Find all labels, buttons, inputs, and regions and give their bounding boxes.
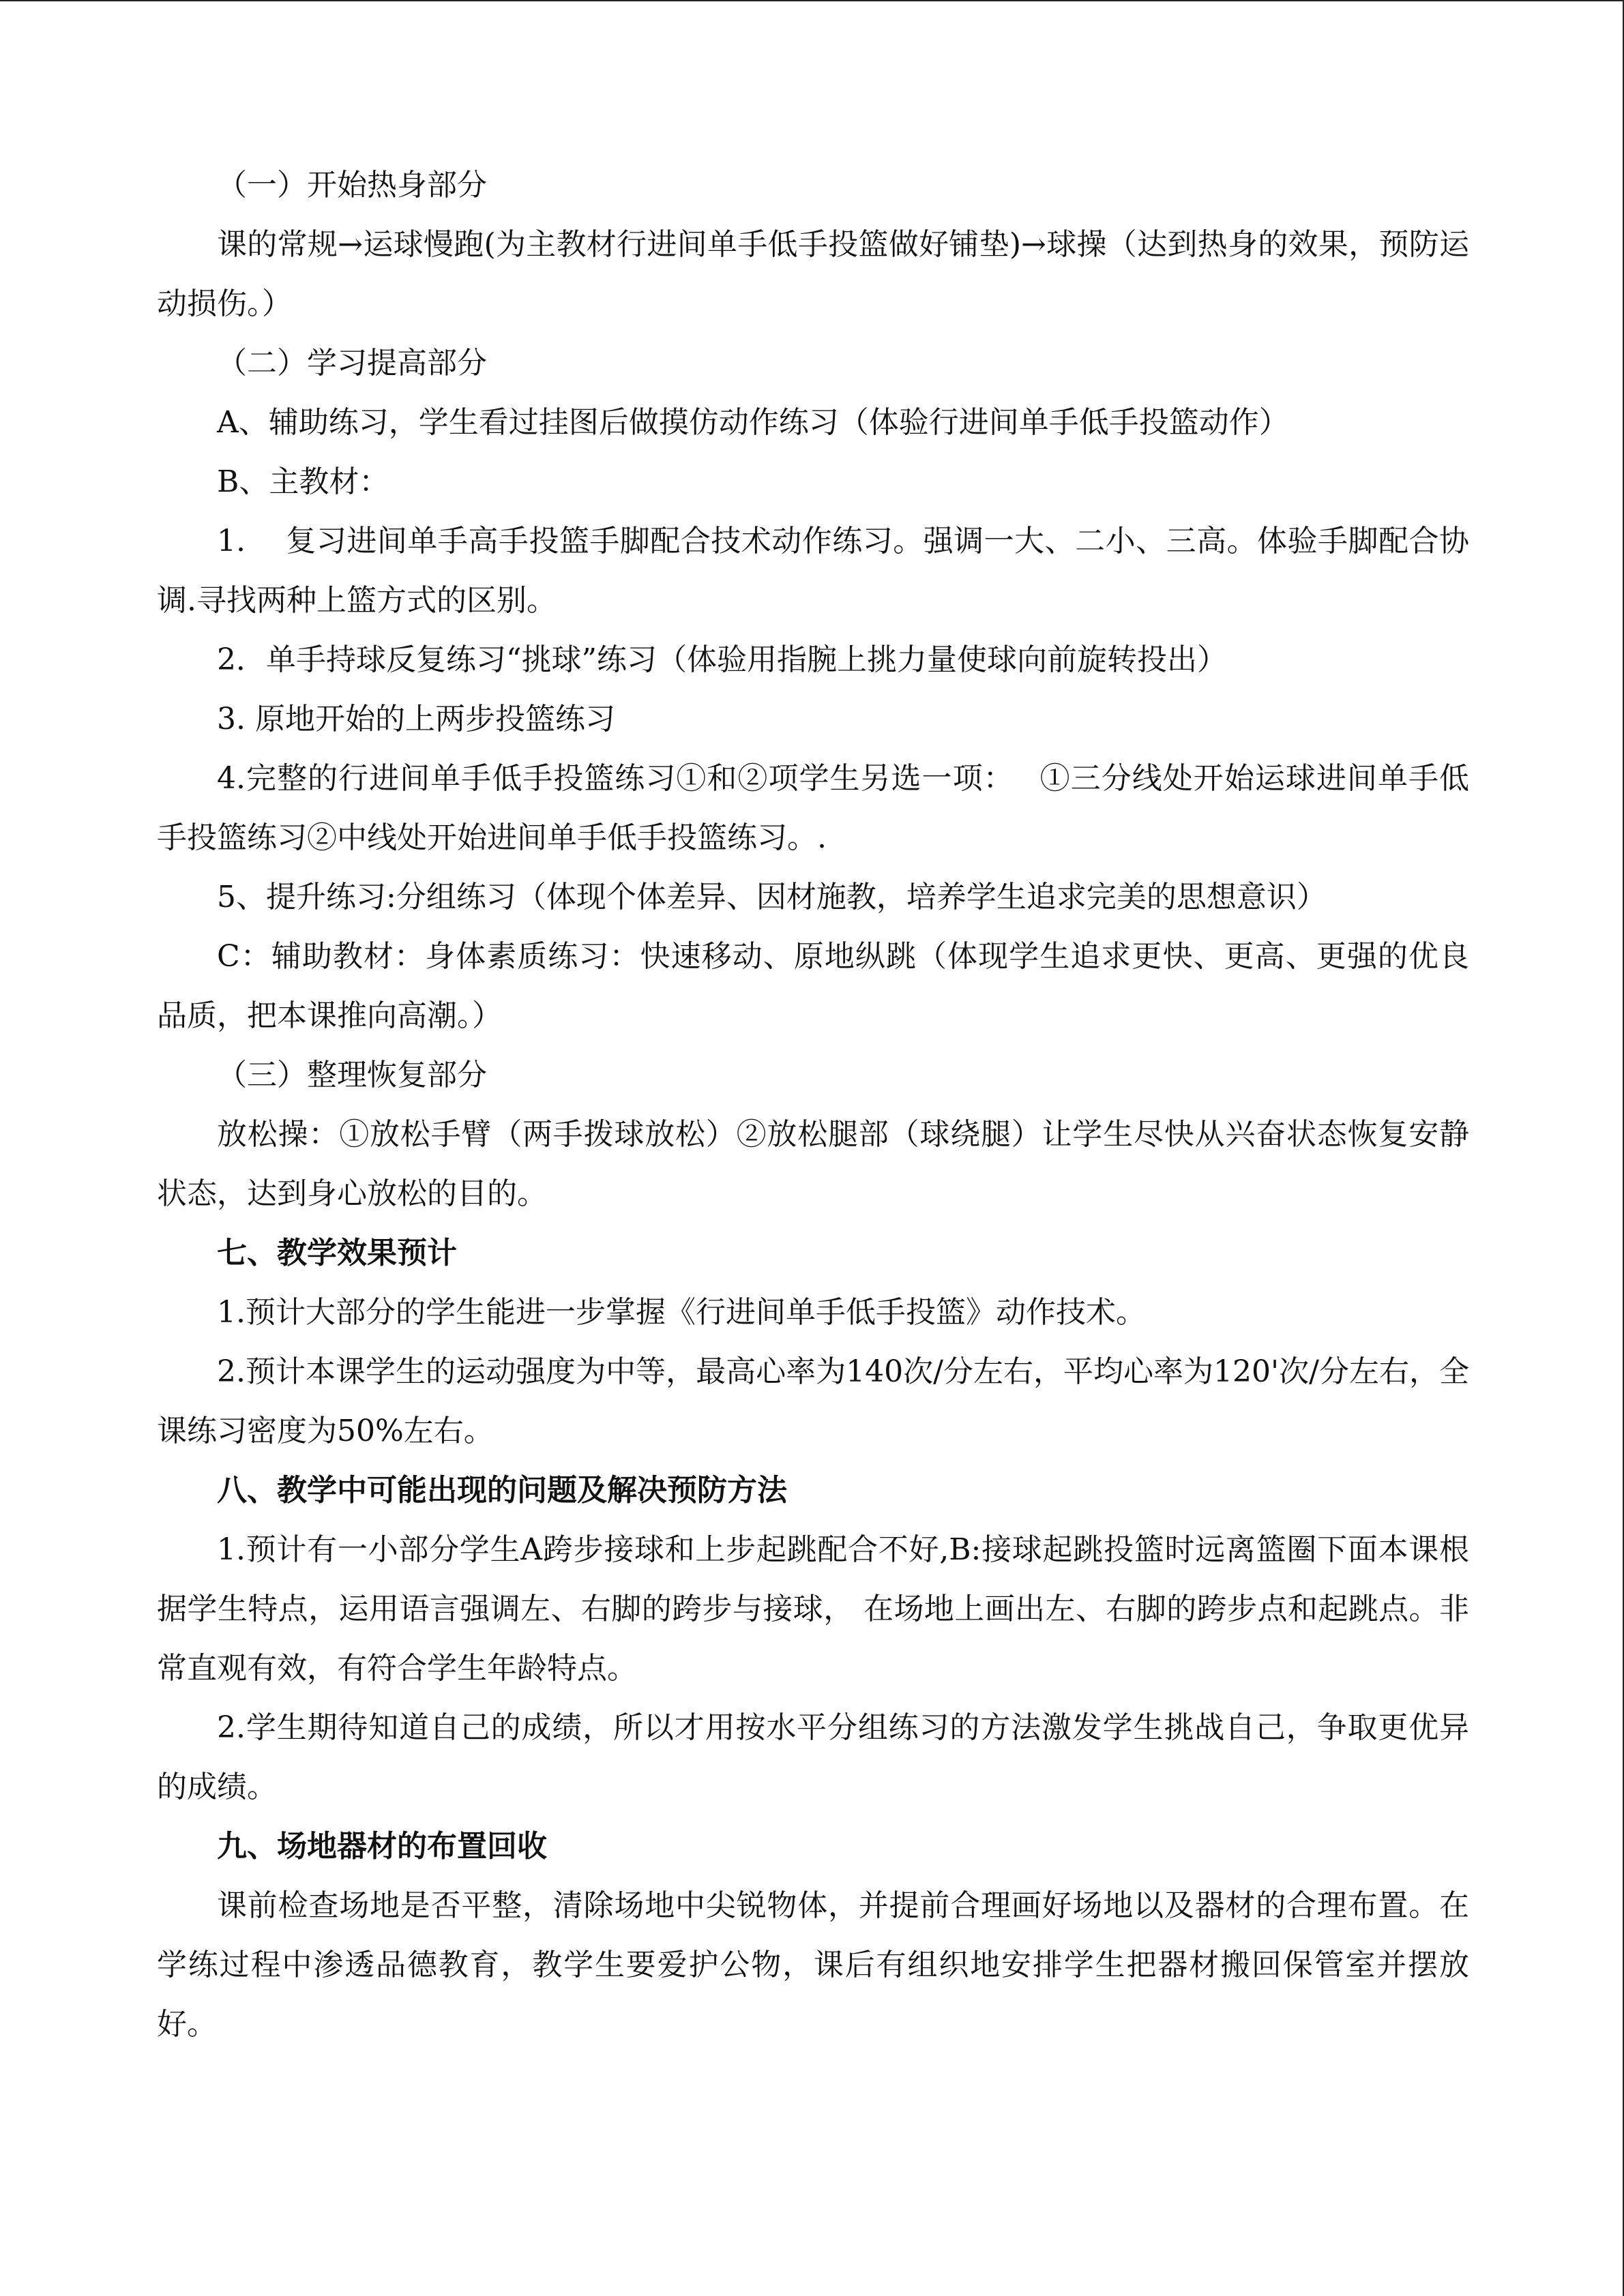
paragraph-auxiliary-practice: A、辅助练习，学生看过挂图后做摸仿动作练习（体验行进间单手低手投篮动作） — [217, 405, 1289, 440]
paragraph-auxiliary-material: C：辅助教材：身体素质练习：快速移动、原地纵跳（体现学生追求更快、更高、更强的优良品质，把本课推向高潮。） — [157, 939, 1469, 1033]
section-heading-problems: 八、教学中可能出现的问题及解决预防方法 — [217, 1473, 787, 1508]
subheading-warmup: （一）开始热身部分 — [217, 168, 487, 203]
section-heading-equipment: 九、场地器材的布置回收 — [217, 1829, 547, 1864]
list-item-4: 4.完整的行进间单手低手投篮练习①和②项学生另选一项： ①三分线处开始运球进间单手低手投篮练习②中线处开始进间单手低手投篮练习。. — [157, 761, 1469, 855]
list-item-1: 1. 复习进间单手高手投篮手脚配合技术动作练习。强调一大、二小、三高。体验手脚配合协调.寻找两种上篮方式的区别。 — [157, 524, 1469, 618]
paragraph-warmup-routine: 课的常规→运球慢跑(为主教材行进间单手低手投篮做好铺垫)→球操（达到热身的效果，预防运动损伤。） — [157, 227, 1469, 321]
paragraph-equipment: 课前检查场地是否平整，清除场地中尖锐物体，并提前合理画好场地以及器材的合理布置。在学练过程中渗透品德教育，教学生要爱护公物，课后有组织地安排学生把器材搬回保管室并摆放好。 — [157, 1888, 1469, 2042]
document-body — [157, 155, 1469, 2054]
list-item-5: 5、提升练习:分组练习（体现个体差异、因材施教，培养学生追求完美的思想意识） — [217, 880, 1327, 914]
paragraph-problems-2: 2.学生期待知道自己的成绩，所以才用按水平分组练习的方法激发学生挑战自己，争取更优异的成绩。 — [157, 1710, 1469, 1804]
section-heading-effect: 七、教学效果预计 — [217, 1236, 457, 1270]
paragraph-problems-1: 1.预计有一小部分学生A跨步接球和上步起跳配合不好,B:接球起跳投篮时远离篮圈下面本课根据学生特点，运用语言强调左、右脚的跨步与接球， 在场地上画出左、右脚的跨步点和起跳点。非常直观有效，有符合学生年龄特点。 — [157, 1532, 1469, 1686]
paragraph-effect-2: 2.预计本课学生的运动强度为中等，最高心率为140次/分左右，平均心率为120'次/分左右，全课练习密度为50%左右。 — [157, 1354, 1469, 1448]
list-item-2: 2．单手持球反复练习“挑球”练习（体验用指腕上挑力量使球向前旋转投出） — [217, 642, 1227, 677]
paragraph-relaxation: 放松操：①放松手臂（两手拨球放松）②放松腿部（球绕腿）让学生尽快从兴奋状态恢复安静状态，达到身心放松的目的。 — [157, 1117, 1469, 1211]
paragraph-main-material: B、主教材： — [217, 464, 389, 499]
list-item-3: 3. 原地开始的上两步投篮练习 — [217, 702, 615, 736]
subheading-learning: （二）学习提高部分 — [217, 346, 487, 381]
paragraph-effect-1: 1.预计大部分的学生能进一步掌握《行进间单手低手投篮》动作技术。 — [217, 1295, 1146, 1330]
subheading-recovery: （三）整理恢复部分 — [217, 1058, 487, 1092]
